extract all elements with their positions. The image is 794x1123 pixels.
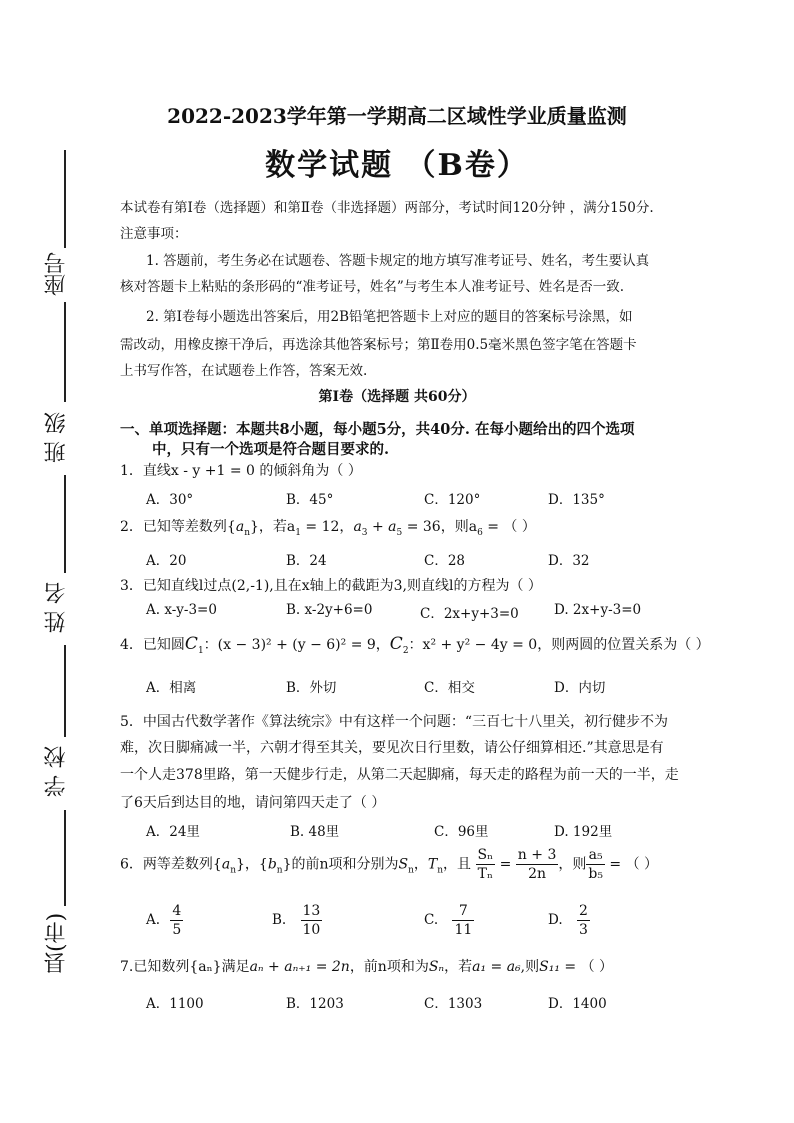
q6-option-d-den: 3 [578,922,588,938]
q6-option-b-label: B. [272,912,287,928]
q2-cond-sub3: 3 [361,527,368,538]
exam-title: 2022-2023学年第一学期高二区域性学业质量监测 [167,104,627,128]
q6-t-sub: n [437,865,444,876]
q2-an: a [235,519,245,535]
q6-option-a [146,902,183,939]
q2-an-sub: n [244,527,250,538]
q7-s: Sₙ [428,959,445,975]
q6-comma: ， [413,856,428,873]
q6-option-b-den: 10 [302,922,321,938]
seat-label: 座号 [44,252,69,296]
q6-option-b-num: 13 [302,903,321,919]
q2-mid2: = 12， [300,519,354,535]
q6-frac-n-den: 2n [528,866,547,882]
q6-mid1: }，{ [235,856,268,873]
q1-option-a: A．30° [146,492,194,508]
q4-c2: C [389,634,403,654]
q6-bn-sub: n [276,865,283,876]
q3-option-a: A. x-y-3=0 [146,602,217,618]
notice-1a: 1. 答题前，考生务必在试题卷、答题卡规定的地方填写准考证号、姓名，考生要认真 [146,253,650,269]
exam-subtitle: 数学试题 （B卷） [265,148,529,183]
q6-option-a-num: 4 [172,903,182,919]
q6-frac-n-num: n + 3 [517,847,557,863]
q4-c1-sub: 1 [197,645,204,656]
section-heading-b: 中，只有一个选项是符合题目要求的. [152,441,390,458]
section-heading-a: 一、单项选择题：本题共8小题，每小题5分，共40分. 在每小题给出的四个选项 [120,421,635,438]
q6-an-sub: n [230,865,236,876]
binding-line-school-county [64,810,66,906]
q2-option-b: B．24 [286,553,327,569]
q2-pre: 2．已知等差数列{ [120,519,236,535]
q6-t: T [427,856,438,873]
binding-line-class-name [64,475,66,573]
q4-tail: ，则两圆的位置关系为（ ） [537,637,710,653]
binding-line-name-school [64,645,66,737]
q6-eq: = [495,856,516,873]
q7-stem [120,956,613,976]
q6-option-b-frac [301,902,323,939]
notice-2a: 2. 第Ⅰ卷每小题选出答案后，用2B铅笔把答题卡上对应的题目的答案标号涂黑，如 [146,309,633,325]
q7-option-c: C．1303 [424,996,483,1012]
q3-option-c: C．2x+y+3=0 [420,606,519,622]
q6-option-c-frac [452,902,474,939]
q6-s-sub: n [408,865,414,876]
q2-option-a: A．20 [146,553,187,569]
county-label: 县(市) [44,912,69,974]
q3-option-b: B. x-2y+6=0 [286,602,373,618]
q1-option-c: C．120° [424,492,481,508]
q4-option-a: A．相离 [146,680,197,696]
q6-option-d [548,902,590,939]
q6-frac-ab-num: a₅ [586,846,605,865]
q3-stem: 3．已知直线l过点(2,-1),且在x轴上的截距为3,则直线l的方程为（ ） [120,578,542,594]
q6-frac-ab-den: b₅ [588,866,603,882]
q6-option-d-frac [577,902,590,939]
q6-option-d-label: D. [548,912,563,928]
q6-option-d-num: 2 [578,903,588,919]
q7-s11: S₁₁ = [539,959,577,975]
class-label: 班 级 [44,412,69,464]
q2-mid1: }，若a [249,519,296,535]
q2-option-d: D．32 [548,553,590,569]
q7-cond: aₙ + aₙ₊₁ = 2n [249,959,350,975]
q6-option-c-num: 7 [452,902,474,921]
notice-heading: 注意事项： [120,226,188,242]
intro-line: 本试卷有第Ⅰ卷（选择题）和第Ⅱ卷（非选择题）两部分，考试时间120分钟 ，满分150分. [120,200,654,216]
q6-option-b [272,902,322,939]
q6-option-a-frac [170,902,183,939]
q6-option-a-label: A. [146,912,161,928]
q4-c1: C [184,634,198,654]
q7-pre: 7.已知数列{aₙ}满足 [120,959,250,975]
q4-stem [120,634,710,656]
q6-s: S [398,856,409,873]
q6-stem [120,846,658,883]
q5-option-d: D. 192里 [554,824,613,840]
q1-option-b: B．45° [286,492,334,508]
q4-option-b: B．外切 [286,680,337,696]
q6-mid4: ，则 [558,856,587,873]
q6-frac-st [476,846,496,883]
q6-bn: b [267,856,277,873]
q2-cond-plus: + a [367,519,397,535]
q6-option-c [424,902,474,939]
q4-option-c: C．相交 [424,680,475,696]
q6-mid2: }的前n项和分别为 [282,856,399,873]
q7-mid2: ，若 [444,959,473,975]
q2-stem [120,516,536,538]
q6-mid3: ，且 [443,856,472,873]
notice-2c: 上书写作答，在试题卷上作答，答案无效. [120,363,368,379]
q6-frac-st-den: Tₙ [477,866,494,882]
q4-option-d: D．内切 [554,680,606,696]
q5-option-b: B. 48里 [290,824,340,840]
q5-option-a: A．24里 [146,824,200,840]
q2-cond-sub5: 5 [396,527,403,538]
q6-option-c-den: 11 [454,922,473,938]
q7-cond2: a₁ = a₆ [472,959,521,975]
q2-mid3: ，则a [440,519,478,535]
q6-pre: 6．两等差数列{ [120,856,222,873]
q2-option-c: C．28 [424,553,466,569]
q1-stem: 1．直线x - y +1 = 0 的倾斜角为（ ） [120,463,362,479]
school-label: 学 校 [44,746,69,798]
q6-option-c-label: C. [424,912,439,928]
q5-line1: 5．中国古代数学著作《算法统宗》中有这样一个问题：“三百七十八里关，初行健步不为 [120,714,669,730]
q4-eq1: ：(x − 3)² + (y − 6)² = 9， [203,637,390,653]
q6-frac-st-num: Sₙ [477,847,494,863]
q4-pre: 4．已知圆 [120,637,185,653]
q2-cond-a: a [353,519,362,535]
q7-tail: （ ） [576,959,614,975]
q5-line2: 难，次日脚痛减一半，六朝才得至其关，要见次日行里数，请公仔细算相还.”其意思是有 [120,740,664,756]
q6-tail: = （ ） [604,856,659,873]
q4-c2-sub: 2 [402,645,409,656]
q4-eq2: ：x² + y² − 4y = 0 [408,637,538,653]
q5-line3: 一个人走378里路，第一天健步行走，从第二天起脚痛，每天走的路程为前一天的一半，走 [120,767,679,783]
q7-option-a: A．1100 [146,996,204,1012]
q6-frac-n [516,846,559,883]
q7-mid: ，前n项和为 [349,959,429,975]
q3-option-d: D. 2x+y-3=0 [554,602,642,618]
q1-option-d: D．135° [548,492,605,508]
notice-2b: 需改动，用橡皮擦干净后，再选涂其他答案标号；第Ⅱ卷用0.5毫米黑色签字笔在答题卡 [120,337,637,353]
part1-title: 第Ⅰ卷（选择题 共60分） [318,389,476,405]
q7-mid3: ,则 [520,959,540,975]
q5-line4: 了6天后到达目的地，请问第四天走了（ ） [120,795,386,811]
q2-a1-sub: 1 [295,527,301,538]
q2-tail: = （ ） [482,519,536,535]
q7-option-d: D．1400 [548,996,607,1012]
q7-option-b: B．1203 [286,996,344,1012]
q6-frac-ab [586,846,605,883]
notice-1b: 核对答题卡上粘贴的条形码的“准考证号，姓名”与考生本人准考证号、姓名是否一致. [120,279,625,295]
q2-cond-eq: = 36 [402,519,441,535]
name-label: 姓 名 [44,582,69,634]
q6-an: a [221,856,231,873]
q5-option-c: C．96里 [434,824,489,840]
q2-a6-sub: 6 [477,527,483,538]
q6-option-a-den: 5 [172,922,182,938]
